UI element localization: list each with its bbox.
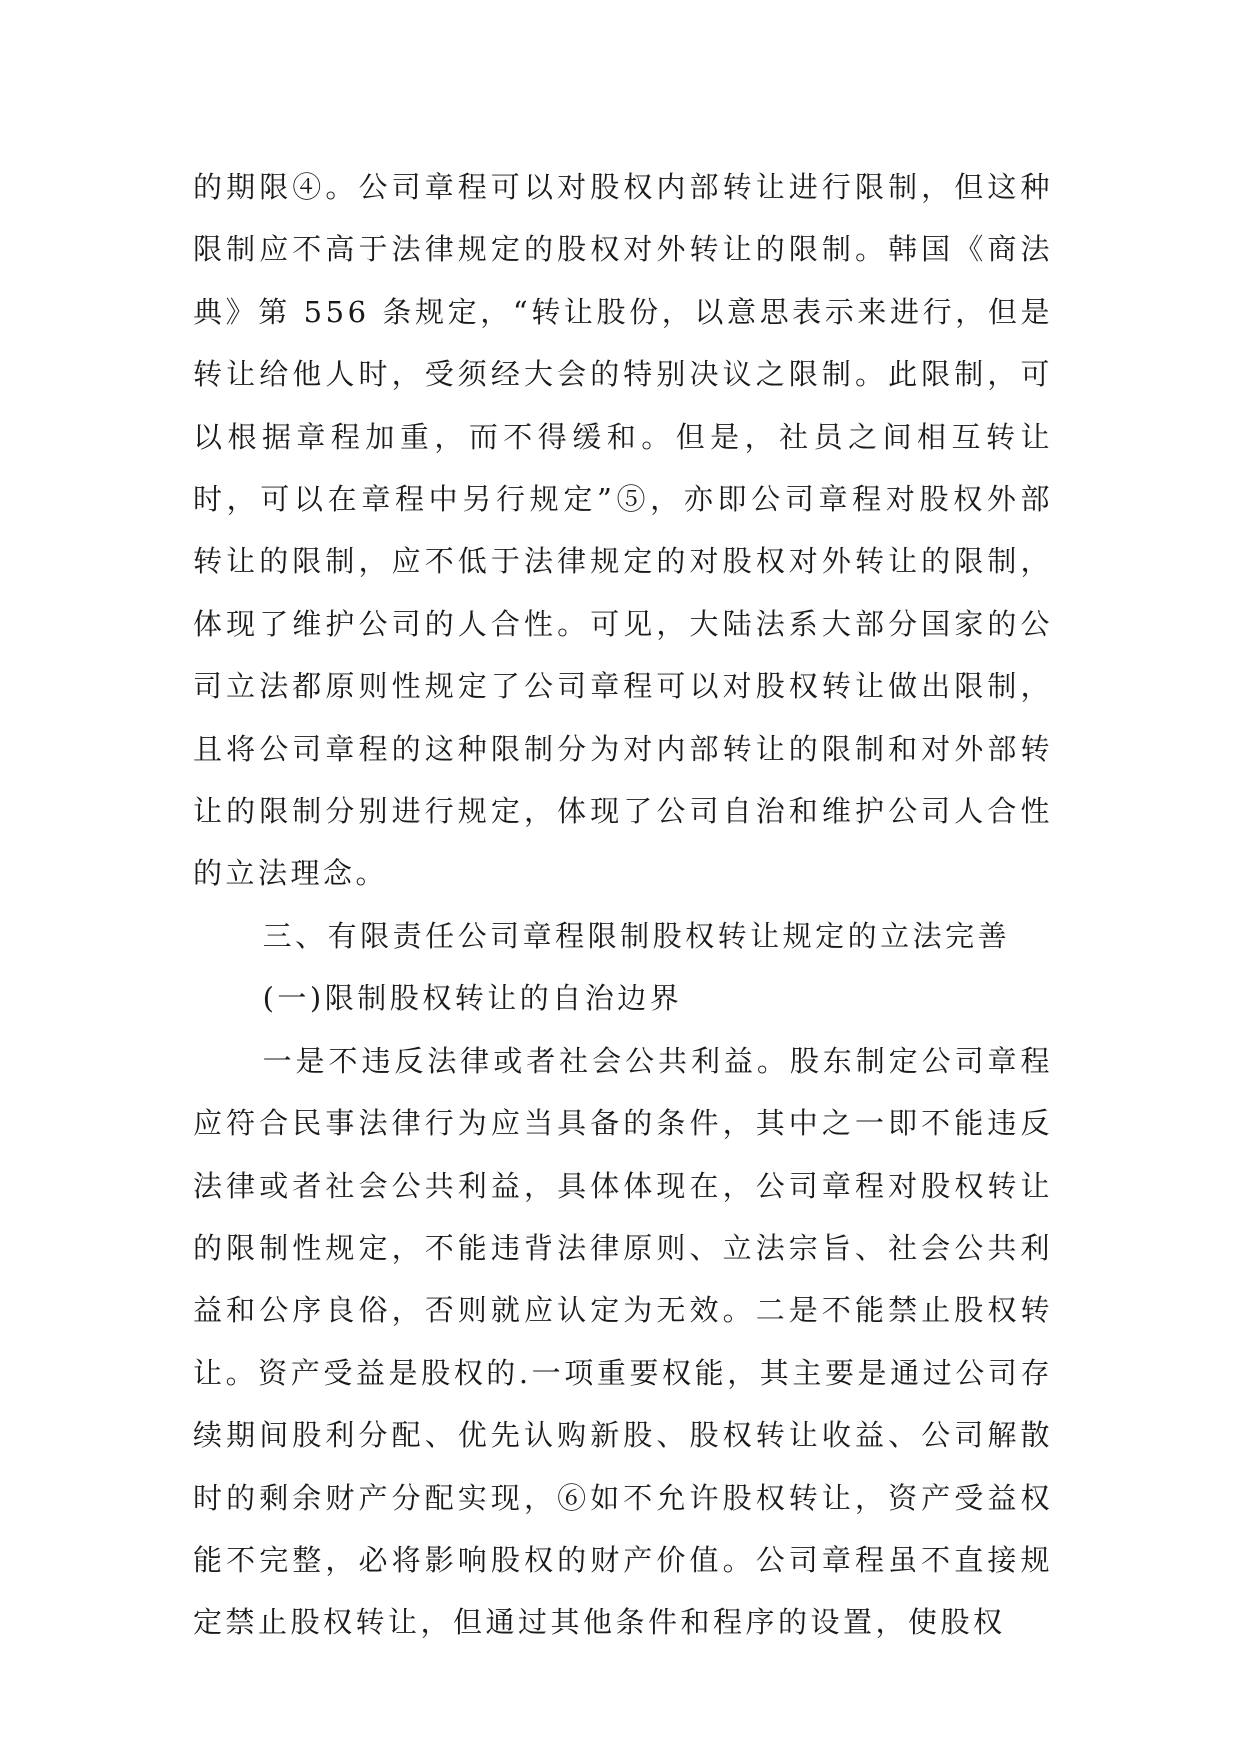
section-heading: 三、有限责任公司章程限制股权转让规定的立法完善: [262, 918, 1011, 953]
paragraph-body: 一是不违反法律或者社会公共利益。股东制定公司章程应符合民事法律行为应当具备的条件，其中之一即不能违反法律或者社会公共利益，具体体现在，公司章程对股权转让的限制性规定，不能违背法律原则、立法宗旨、社会公共利益和公序良俗，否则就应认定为无效。二是不能禁止股权转让。资产受益是股权的.一项重要权能，其主要是通过公司存续期间股利分配、优先认购新股、股权转让收益、公司解散时的剩余财产分配实现，⑥如不允许股权转让，资产受益权能不完整，必将影响股权的财产价值。公司章程虽不直接规定禁止股权转让，但通过其他条件和程序的设置，使股权: [193, 1043, 1053, 1640]
body-text: [193, 156, 1053, 1654]
paragraph-continuation: 的期限④。公司章程可以对股权内部转让进行限制，但这种限制应不高于法律规定的股权对外转让的限制。韩国《商法典》第 556 条规定，“转让股份，以意思表示来进行，但是转让给他人时，受须经大会的特别决议之限制。此限制，可以根据章程加重，而不得缓和。但是，社员之间相互转让时，可以在章程中另行规定”⑤，亦即公司章程对股权外部转让的限制，应不低于法律规定的对股权对外转让的限制，体现了维护公司的人合性。可见，大陆法系大部分国家的公司立法都原则性规定了公司章程可以对股权转让做出限制，且将公司章程的这种限制分为对内部转让的限制和对外部转让的限制分别进行规定，体现了公司自治和维护公司人合性的立法理念。: [193, 170, 1053, 891]
subsection-heading: (一)限制股权转让的自治边界: [262, 981, 683, 1016]
